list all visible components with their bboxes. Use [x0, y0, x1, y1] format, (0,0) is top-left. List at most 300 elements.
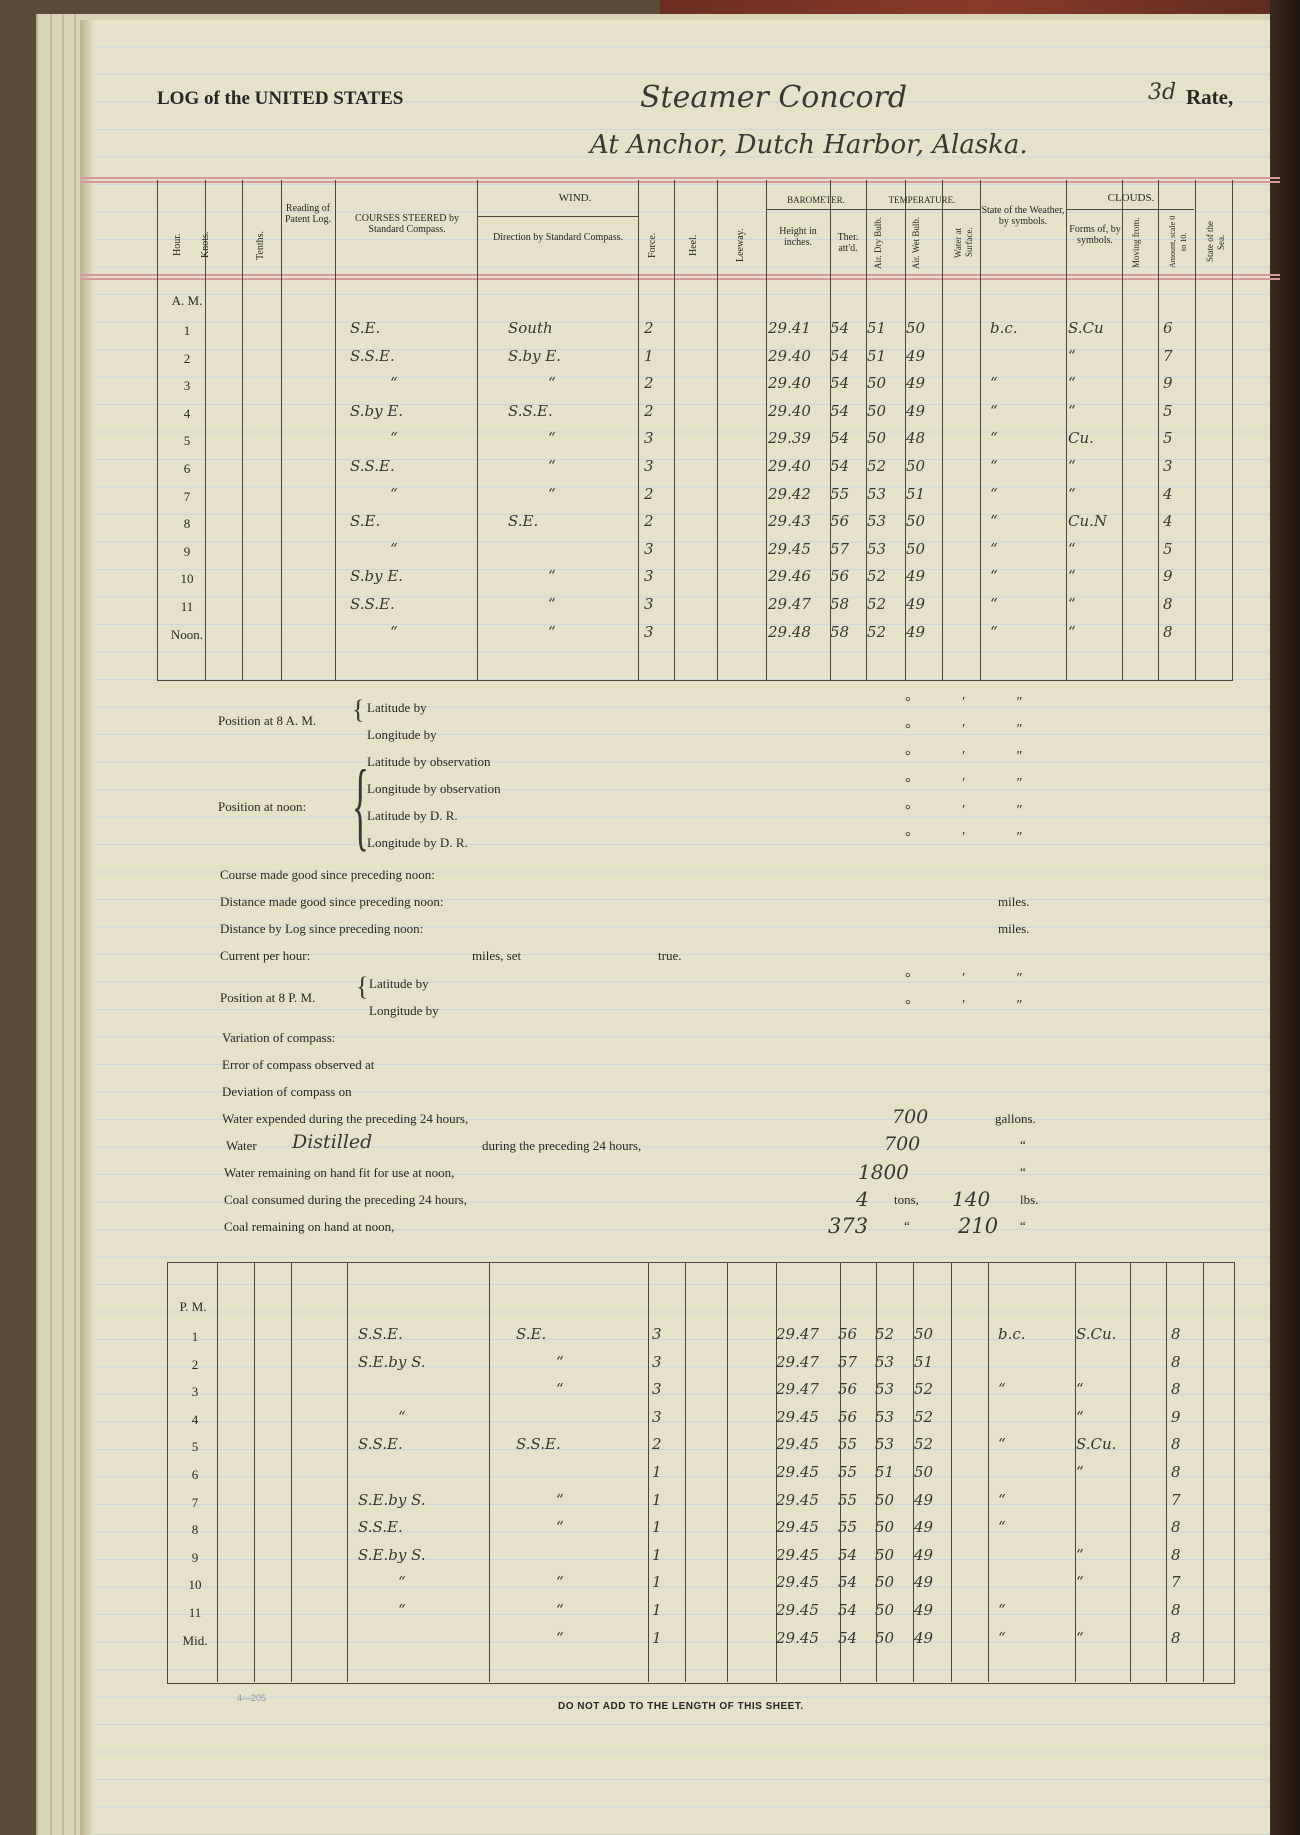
- column-divider: [1066, 180, 1067, 680]
- pm-row-dry: 50: [875, 1601, 895, 1619]
- column-divider: [717, 180, 718, 680]
- am-row-forms: “: [1068, 484, 1076, 503]
- pm-row-weather: “: [998, 1518, 1006, 1537]
- pm-row-bar: 29.45: [776, 1407, 819, 1426]
- am-row-forms: S.Cu: [1068, 319, 1104, 337]
- log-title: LOG of the UNITED STATES: [157, 88, 404, 109]
- col-temperature: TEMPERATURE.: [888, 195, 956, 205]
- pm-row-forms: “: [1076, 1463, 1084, 1481]
- column-divider: [648, 1262, 649, 1682]
- column-divider: [1166, 1262, 1167, 1682]
- am-row-wind: S.E.: [508, 512, 539, 531]
- am-row-force: 2: [644, 512, 654, 531]
- am-row-forms: “: [1068, 595, 1076, 613]
- pm-row-wet: 49: [914, 1628, 934, 1647]
- course-made-good: Course made good since preceding noon:: [220, 867, 435, 882]
- column-divider: [685, 1262, 686, 1682]
- am-row-amount: 9: [1163, 374, 1173, 393]
- column-divider: [1195, 180, 1196, 680]
- am-row-dry: 52: [867, 595, 887, 613]
- am-row-amount: 6: [1163, 319, 1173, 337]
- pm-row-wind: “: [556, 1518, 564, 1537]
- am-row-bar: 29.41: [768, 319, 811, 337]
- am-row-h: 5: [183, 433, 191, 449]
- coal-remaining-lbs: 210: [958, 1214, 999, 1238]
- pm-row-bar: 29.47: [776, 1380, 819, 1399]
- pm-row-wet: 49: [914, 1573, 934, 1592]
- lon-obs: Longitude by observation: [367, 781, 501, 796]
- col-wind-direction: Direction by Standard Compass.: [493, 232, 623, 243]
- page-gutter: [80, 20, 94, 1835]
- pm-row-h: Mid.: [182, 1632, 208, 1648]
- am-row-course: S.E.: [350, 319, 381, 337]
- rate-number: 3d: [1148, 80, 1177, 105]
- lon-8am: Longitude by: [367, 727, 437, 742]
- am-row-wet: 49: [906, 595, 926, 613]
- am-row-course: S.by E.: [350, 401, 404, 420]
- am-row-dry: 50: [867, 374, 887, 393]
- am-row-ther: 58: [830, 595, 850, 613]
- am-row-ther: 54: [830, 401, 850, 420]
- am-row-wet: 48: [906, 429, 926, 448]
- column-divider: [674, 180, 675, 680]
- am-row-h: Noon.: [170, 626, 204, 642]
- pm-row-h: 1: [191, 1329, 199, 1344]
- pm-row-wind: “: [556, 1601, 564, 1619]
- pm-row-bar: 29.45: [776, 1573, 819, 1592]
- am-row-bar: 29.40: [768, 374, 811, 393]
- col-wet-bulb: Air. Wet Bulb.: [911, 216, 921, 269]
- column-divider: [988, 1262, 989, 1682]
- pm-row-h: 7: [191, 1494, 199, 1510]
- am-row-h: 3: [183, 378, 191, 394]
- vessel-name: Steamer Concord: [640, 80, 908, 115]
- brace: {: [356, 972, 369, 1001]
- am-row-dry: 53: [867, 512, 887, 531]
- pm-row-course: S.S.E.: [358, 1325, 403, 1343]
- coal-consumed-lbs: 140: [952, 1187, 991, 1211]
- am-row-h: 7: [183, 488, 191, 504]
- pm-row-dry: 52: [875, 1325, 895, 1343]
- pm-row-h: 5: [191, 1439, 199, 1455]
- pm-row-course: S.E.by S.: [358, 1545, 426, 1564]
- am-row-course: “: [390, 622, 398, 641]
- column-divider: [242, 180, 243, 680]
- pm-row-weather: b.c.: [998, 1325, 1026, 1343]
- pm-row-force: 1: [652, 1490, 662, 1509]
- column-divider: [254, 1262, 255, 1682]
- pm-row-amount: 8: [1171, 1518, 1181, 1537]
- pm-row-dry: 50: [875, 1518, 895, 1537]
- am-row-wet: 51: [906, 484, 926, 503]
- am-row-amount: 5: [1163, 429, 1173, 448]
- pm-row-forms: “: [1076, 1380, 1084, 1399]
- am-row-force: 1: [644, 346, 654, 365]
- am-row-wind: “: [548, 622, 556, 641]
- am-row-amount: 7: [1163, 346, 1173, 365]
- lat-obs: Latitude by observation: [367, 754, 491, 769]
- am-row-dry: 52: [867, 622, 887, 641]
- col-heel: Heel.: [688, 234, 699, 256]
- am-row-forms: Cu.: [1068, 429, 1094, 448]
- pm-row-forms: S.Cu.: [1076, 1435, 1117, 1454]
- pm-row-amount: 8: [1171, 1352, 1181, 1371]
- col-barometer: BAROMETER.: [787, 195, 845, 205]
- am-row-ther: 54: [830, 457, 850, 475]
- am-row-forms: “: [1068, 567, 1076, 586]
- am-row-forms: “: [1068, 539, 1076, 558]
- am-row-forms: “: [1068, 346, 1076, 365]
- pm-row-wet: 49: [914, 1601, 934, 1619]
- lon-8pm: Longitude by: [369, 1003, 439, 1018]
- pm-row-wind: “: [556, 1628, 564, 1647]
- am-row-amount: 4: [1163, 484, 1173, 503]
- am-row-weather: “: [990, 429, 998, 448]
- am-row-force: 3: [644, 595, 654, 613]
- header-divider: [766, 209, 866, 210]
- col-force: Force.: [647, 232, 658, 258]
- lbs-unit: lbs.: [1020, 1192, 1039, 1207]
- pm-row-force: 1: [652, 1601, 662, 1619]
- pos-8pm-label: Position at 8 P. M.: [220, 990, 316, 1005]
- am-row-amount: 4: [1163, 512, 1173, 531]
- water-remaining-value: 1800: [858, 1160, 909, 1184]
- pm-row-weather: “: [998, 1380, 1006, 1399]
- pm-row-wind: “: [556, 1352, 564, 1371]
- am-row-force: 3: [644, 539, 654, 558]
- pm-row-amount: 8: [1171, 1435, 1181, 1454]
- column-divider: [477, 180, 478, 680]
- tons-unit: tons,: [894, 1192, 919, 1207]
- pm-row-forms: “: [1076, 1545, 1084, 1564]
- water-remaining-label: Water remaining on hand fit for use at noon,: [224, 1165, 455, 1180]
- dms-marks: ° ′ ″: [905, 998, 1047, 1013]
- am-row-dry: 52: [867, 567, 887, 586]
- pm-label: P. M.: [179, 1299, 207, 1314]
- pm-row-amount: 9: [1171, 1407, 1181, 1426]
- am-row-amount: 5: [1163, 401, 1173, 420]
- header-rule: [80, 177, 1280, 179]
- water-distilled-value: 700: [884, 1133, 921, 1155]
- am-row-wet: 49: [906, 374, 926, 393]
- pm-row-force: 3: [652, 1325, 662, 1343]
- am-row-force: 3: [644, 622, 654, 641]
- miles-set: miles, set: [472, 948, 522, 963]
- am-row-bar: 29.43: [768, 512, 811, 531]
- am-row-course: “: [390, 484, 398, 503]
- pm-row-h: 3: [191, 1384, 199, 1400]
- column-divider: [335, 180, 336, 680]
- distance-made-good: Distance made good since preceding noon:: [220, 894, 444, 909]
- ditto-mark: “: [1020, 1164, 1026, 1179]
- pm-row-course: S.S.E.: [358, 1435, 403, 1454]
- col-knots: Knots.: [200, 231, 211, 259]
- pm-row-ther: 55: [838, 1463, 858, 1481]
- pm-row-course: S.S.E.: [358, 1518, 403, 1537]
- am-row-wet: 50: [906, 539, 926, 558]
- col-ther-attd: Ther. att'd.: [837, 232, 859, 254]
- am-row-wind: “: [548, 567, 556, 586]
- pm-row-amount: 7: [1171, 1573, 1181, 1592]
- pm-row-wind: “: [556, 1380, 564, 1399]
- am-row-wind: “: [548, 595, 556, 613]
- pm-row-force: 1: [652, 1518, 662, 1537]
- am-row-dry: 50: [867, 401, 887, 420]
- pm-row-dry: 50: [875, 1628, 895, 1647]
- pm-row-h: 4: [191, 1411, 199, 1427]
- am-row-ther: 56: [830, 512, 850, 531]
- pm-row-wet: 50: [914, 1325, 934, 1343]
- am-row-weather: “: [990, 457, 998, 475]
- pm-row-course: S.E.by S.: [358, 1490, 426, 1509]
- pm-row-dry: 50: [875, 1545, 895, 1564]
- am-row-weather: “: [990, 374, 998, 393]
- am-row-wind: S.S.E.: [508, 401, 553, 420]
- anchorage-location: At Anchor, Dutch Harbor, Alaska.: [590, 130, 1028, 160]
- current-per-hour: Current per hour:: [220, 948, 311, 963]
- pm-row-bar: 29.47: [776, 1352, 819, 1371]
- am-label: A. M.: [171, 293, 203, 308]
- lat-8am: Latitude by: [367, 700, 427, 715]
- am-row-bar: 29.40: [768, 457, 811, 475]
- coal-remaining-label: Coal remaining on hand at noon,: [224, 1219, 395, 1234]
- am-row-wet: 50: [906, 512, 926, 531]
- am-row-wet: 50: [906, 319, 926, 337]
- am-row-course: “: [390, 429, 398, 448]
- am-row-amount: 5: [1163, 539, 1173, 558]
- am-row-dry: 53: [867, 539, 887, 558]
- variation-of-compass: Variation of compass:: [222, 1030, 336, 1045]
- pm-row-amount: 8: [1171, 1601, 1181, 1619]
- pm-row-amount: 8: [1171, 1325, 1181, 1343]
- am-row-h: 1: [183, 323, 191, 338]
- am-row-force: 3: [644, 429, 654, 448]
- am-row-weather: “: [990, 512, 998, 531]
- pm-row-dry: 50: [875, 1490, 895, 1509]
- pm-row-bar: 29.45: [776, 1490, 819, 1509]
- am-row-force: 3: [644, 457, 654, 475]
- column-divider: [347, 1262, 348, 1682]
- pm-row-amount: 7: [1171, 1490, 1181, 1509]
- am-row-amount: 3: [1163, 457, 1173, 475]
- col-patent-log: Reading of Patent Log.: [284, 203, 332, 225]
- am-row-course: S.by E.: [350, 567, 404, 586]
- pm-row-dry: 53: [875, 1380, 895, 1399]
- am-row-bar: 29.40: [768, 401, 811, 420]
- col-dry-bulb: Air. Dry Bulb.: [873, 216, 883, 269]
- pm-row-bar: 29.45: [776, 1518, 819, 1537]
- pm-row-h: 9: [191, 1549, 199, 1565]
- am-row-weather: “: [990, 622, 998, 641]
- pm-row-ther: 54: [838, 1545, 858, 1564]
- header-divider: [477, 216, 638, 217]
- pm-row-weather: “: [998, 1628, 1006, 1647]
- pm-row-course: “: [398, 1573, 406, 1592]
- column-divider: [1130, 1262, 1131, 1682]
- coal-remaining-tons: 373: [828, 1214, 869, 1238]
- am-row-h: 4: [183, 405, 191, 421]
- am-row-h: 11: [180, 599, 194, 614]
- am-row-forms: “: [1068, 374, 1076, 393]
- pm-row-course: “: [398, 1407, 406, 1426]
- pm-row-amount: 8: [1171, 1380, 1181, 1399]
- pm-row-bar: 29.45: [776, 1601, 819, 1619]
- dms-marks: ° ′ ″: [905, 971, 1047, 986]
- pm-row-dry: 53: [875, 1435, 895, 1454]
- column-divider: [281, 180, 282, 680]
- column-divider: [766, 180, 767, 680]
- pm-row-wind: “: [556, 1490, 564, 1509]
- am-row-force: 2: [644, 319, 654, 337]
- pm-row-ther: 55: [838, 1518, 858, 1537]
- pm-row-bar: 29.45: [776, 1628, 819, 1647]
- am-row-course: “: [390, 374, 398, 393]
- am-row-h: 9: [183, 543, 191, 559]
- pm-row-dry: 50: [875, 1573, 895, 1592]
- true-label: true.: [658, 948, 682, 963]
- page-edge-line: [74, 14, 76, 1835]
- pm-row-wind: “: [556, 1573, 564, 1592]
- pm-row-bar: 29.45: [776, 1435, 819, 1454]
- am-row-dry: 51: [867, 346, 887, 365]
- col-wind: WIND.: [558, 192, 592, 204]
- pm-row-amount: 8: [1171, 1628, 1181, 1647]
- am-row-wet: 50: [906, 457, 926, 475]
- col-sea-state: State of the Sea.: [1205, 221, 1226, 263]
- am-row-course: S.E.: [350, 512, 381, 531]
- pm-row-force: 1: [652, 1463, 662, 1481]
- am-row-weather: “: [990, 484, 998, 503]
- column-divider: [291, 1262, 292, 1682]
- ditto-mark: “: [904, 1218, 910, 1233]
- dms-marks: ° ′ ″: [905, 749, 1047, 764]
- pm-row-wind: S.S.E.: [516, 1435, 561, 1454]
- pos-8am-label: Position at 8 A. M.: [218, 713, 317, 728]
- col-leeway: Leeway.: [735, 228, 746, 262]
- pm-row-dry: 51: [875, 1463, 895, 1481]
- header-divider: [1066, 209, 1194, 210]
- pm-row-h: 10: [188, 1577, 202, 1593]
- column-divider: [1203, 1262, 1204, 1682]
- pm-row-forms: “: [1076, 1573, 1084, 1592]
- col-weather: State of the Weather, by symbols.: [981, 205, 1065, 227]
- ditto-mark: “: [1020, 1137, 1026, 1152]
- am-row-forms: “: [1068, 622, 1076, 641]
- page-edge-line: [62, 14, 64, 1835]
- pm-row-ther: 54: [838, 1628, 858, 1647]
- dms-marks: ° ′ ″: [905, 776, 1047, 791]
- pm-row-bar: 29.47: [776, 1325, 819, 1343]
- pm-row-h: 2: [191, 1356, 199, 1372]
- column-divider: [942, 180, 943, 680]
- pm-row-ther: 55: [838, 1435, 858, 1454]
- am-row-wind: “: [548, 374, 556, 393]
- sheet-notice: DO NOT ADD TO THE LENGTH OF THIS SHEET.: [558, 1701, 804, 1712]
- am-row-wet: 49: [906, 622, 926, 641]
- pm-row-ther: 57: [838, 1352, 858, 1371]
- pm-row-forms: “: [1076, 1628, 1084, 1647]
- form-number: 4—205: [237, 1693, 267, 1703]
- pm-row-h: 11: [188, 1605, 202, 1620]
- am-row-course: S.S.E.: [350, 595, 395, 613]
- am-row-ther: 54: [830, 319, 850, 337]
- am-row-wind: South: [508, 319, 553, 337]
- water-kind: Distilled: [292, 1131, 373, 1153]
- pm-row-force: 3: [652, 1352, 662, 1371]
- deviation-of-compass: Deviation of compass on: [222, 1084, 352, 1099]
- am-row-wind: “: [548, 484, 556, 503]
- pm-row-wet: 49: [914, 1545, 934, 1564]
- column-divider: [489, 1262, 490, 1682]
- am-row-wind: S.by E.: [508, 346, 562, 365]
- col-height: Height in inches.: [779, 226, 817, 248]
- am-row-h: 8: [183, 516, 191, 532]
- am-row-course: “: [390, 539, 398, 558]
- rate-label: Rate,: [1186, 85, 1234, 109]
- column-divider: [980, 180, 981, 680]
- gallons-unit: gallons.: [995, 1111, 1036, 1126]
- pm-row-ther: 54: [838, 1573, 858, 1592]
- water-expended-value: 700: [892, 1106, 929, 1128]
- pm-row-wet: 50: [914, 1463, 934, 1481]
- pm-row-amount: 8: [1171, 1545, 1181, 1564]
- pm-row-weather: “: [998, 1490, 1006, 1509]
- pm-row-wind: S.E.: [516, 1325, 547, 1343]
- am-row-ther: 55: [830, 484, 850, 503]
- col-cloud-forms: Forms of, by symbols.: [1069, 224, 1121, 246]
- pm-row-ther: 55: [838, 1490, 858, 1509]
- pm-row-ther: 54: [838, 1601, 858, 1619]
- am-row-course: S.S.E.: [350, 457, 395, 475]
- distance-by-log: Distance by Log since preceding noon:: [220, 921, 424, 936]
- am-row-ther: 57: [830, 539, 850, 558]
- am-row-h: 2: [183, 350, 191, 366]
- am-row-dry: 53: [867, 484, 887, 503]
- am-row-amount: 8: [1163, 595, 1173, 613]
- pm-row-wet: 49: [914, 1490, 934, 1509]
- am-row-force: 2: [644, 484, 654, 503]
- am-row-wind: “: [548, 429, 556, 448]
- am-row-dry: 52: [867, 457, 887, 475]
- am-row-bar: 29.48: [768, 622, 811, 641]
- pos-noon-label: Position at noon:: [218, 799, 307, 814]
- lat-dr: Latitude by D. R.: [367, 808, 458, 823]
- brace: {: [352, 749, 369, 860]
- dms-marks: ° ′ ″: [905, 722, 1047, 737]
- am-row-amount: 8: [1163, 622, 1173, 641]
- am-row-bar: 29.39: [768, 429, 811, 448]
- am-row-bar: 29.47: [768, 595, 811, 613]
- col-moving-from: Moving from.: [1131, 217, 1141, 268]
- pm-row-course: S.E.by S.: [358, 1352, 426, 1371]
- pm-row-amount: 8: [1171, 1463, 1181, 1481]
- ditto-mark: “: [1020, 1218, 1026, 1233]
- pm-row-course: “: [398, 1601, 406, 1619]
- pm-row-force: 3: [652, 1407, 662, 1426]
- page-edge-line: [50, 14, 52, 1835]
- am-row-h: 6: [183, 461, 191, 476]
- lon-dr: Longitude by D. R.: [367, 835, 468, 850]
- col-clouds: CLOUDS.: [1107, 192, 1155, 204]
- pm-row-ther: 56: [838, 1325, 858, 1343]
- column-divider: [727, 1262, 728, 1682]
- pm-row-bar: 29.45: [776, 1545, 819, 1564]
- am-row-wind: “: [548, 457, 556, 475]
- am-row-force: 2: [644, 401, 654, 420]
- pm-row-wet: 49: [914, 1518, 934, 1537]
- miles-unit: miles.: [998, 894, 1030, 909]
- am-row-amount: 9: [1163, 567, 1173, 586]
